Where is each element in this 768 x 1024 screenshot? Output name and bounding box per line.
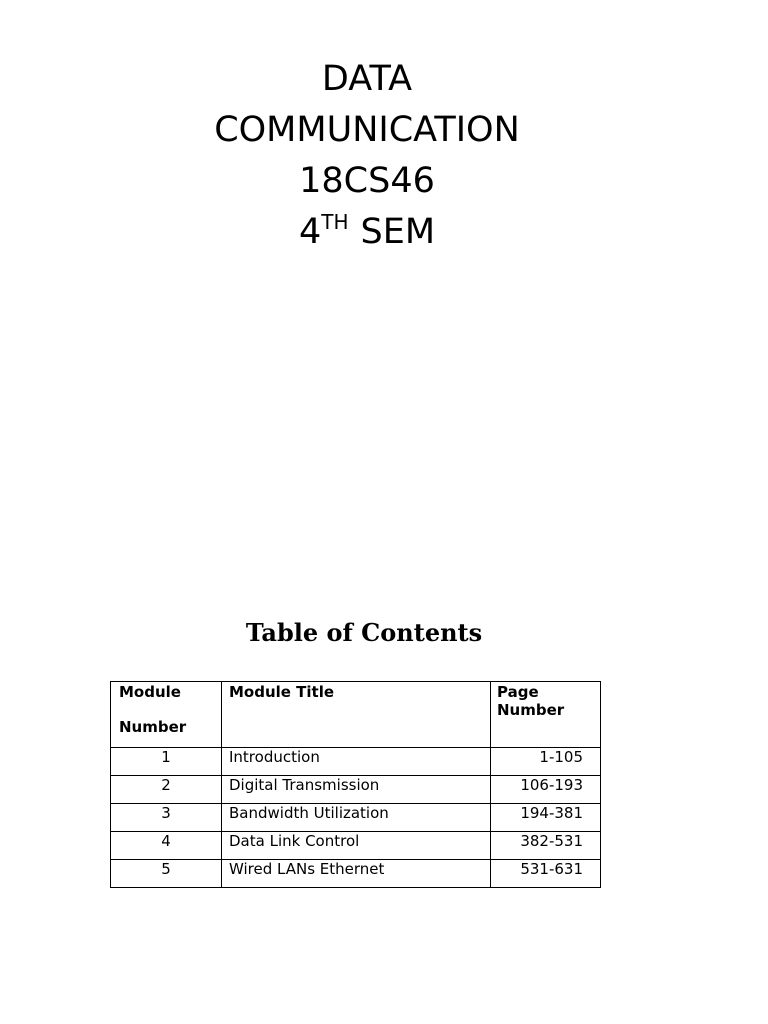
table-row <box>111 748 601 776</box>
semester-superscript: TH <box>321 210 349 234</box>
header-module-number: Module Number <box>111 682 222 748</box>
module-number-cell: 5 <box>111 860 222 888</box>
semester-suffix: SEM <box>360 212 436 252</box>
title-line-course-code: 18CS46 <box>299 161 435 201</box>
page-range-cell: 531-631 <box>491 860 601 888</box>
title-line-subject-1: DATA <box>321 59 413 99</box>
document-title <box>0 54 734 258</box>
semester-number: 4 <box>298 212 322 252</box>
page-range-cell: 194-381 <box>491 804 601 832</box>
table-row <box>111 776 601 804</box>
header-page-number: Page Number <box>491 682 601 748</box>
title-line-semester <box>0 207 734 258</box>
module-title-cell: Data Link Control <box>222 832 491 860</box>
table-row <box>111 860 601 888</box>
module-title-cell: Introduction <box>222 748 491 776</box>
toc-table <box>110 681 601 888</box>
page-range-cell: 106-193 <box>491 776 601 804</box>
module-title-cell: Wired LANs Ethernet <box>222 860 491 888</box>
table-row <box>111 832 601 860</box>
table-row <box>111 804 601 832</box>
module-number-cell: 3 <box>111 804 222 832</box>
module-number-cell: 4 <box>111 832 222 860</box>
module-number-cell: 2 <box>111 776 222 804</box>
toc-heading: Table of Contents <box>245 618 483 647</box>
module-title-cell: Bandwidth Utilization <box>222 804 491 832</box>
header-module-title: Module Title <box>222 682 491 748</box>
toc-header-row <box>111 682 601 748</box>
title-line-subject-2: COMMUNICATION <box>214 110 520 150</box>
module-title-cell: Digital Transmission <box>222 776 491 804</box>
page-range-cell: 382-531 <box>491 832 601 860</box>
module-number-cell: 1 <box>111 748 222 776</box>
page-range-cell: 1-105 <box>491 748 601 776</box>
